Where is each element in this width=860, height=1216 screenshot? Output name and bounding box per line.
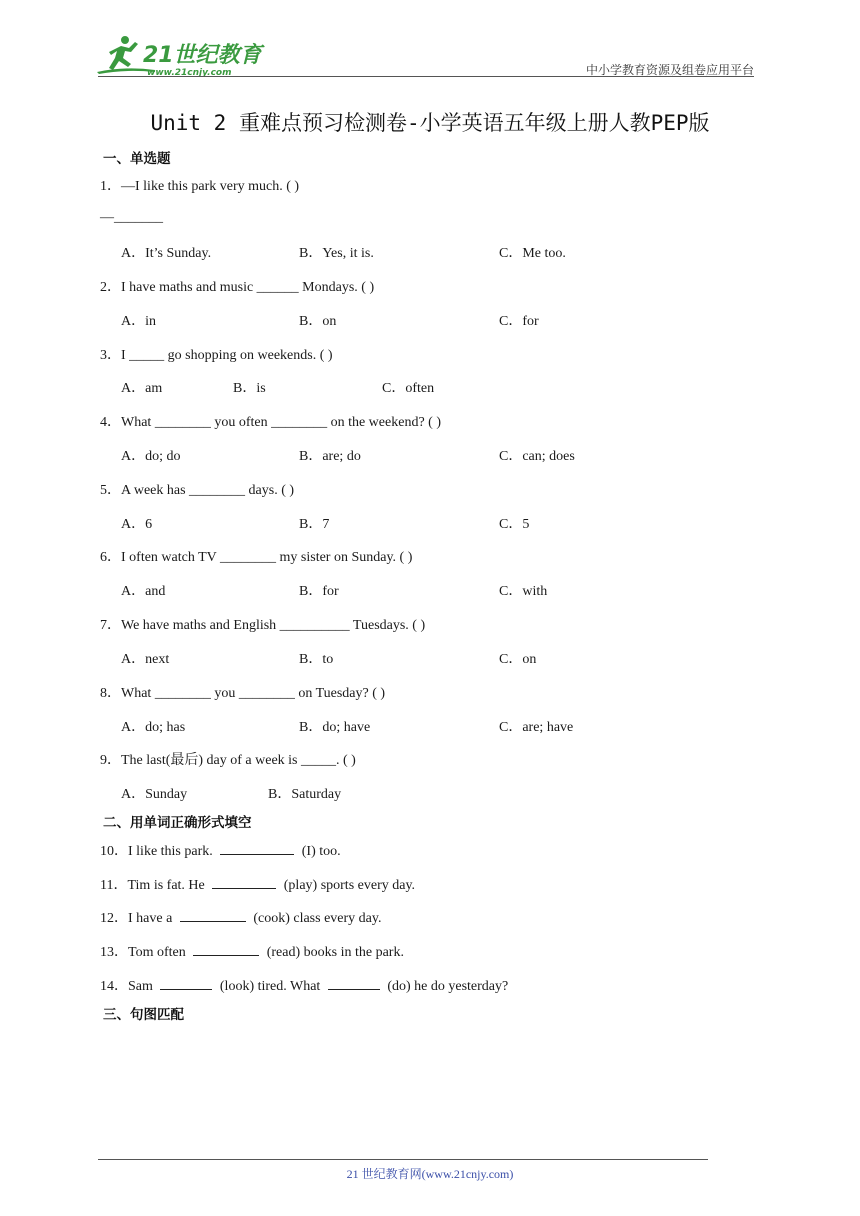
answer-blank[interactable] — [193, 943, 259, 956]
question-text-part: Sam — [128, 979, 157, 994]
question-1-answer-line: —_______ — [100, 210, 163, 225]
section-heading-2: 二、用单词正确形式填空 — [103, 815, 252, 831]
question-3 — [100, 344, 333, 364]
footer-divider — [98, 1159, 708, 1160]
option-7b[interactable]: B．to — [299, 652, 334, 667]
question-text-part: Tom often — [128, 945, 190, 960]
option-4a[interactable]: A．do; do — [121, 449, 181, 464]
question-text-part: (cook) class every day. — [249, 911, 382, 926]
question-number: 1． — [100, 179, 121, 194]
option-4c[interactable]: C．can; does — [499, 449, 575, 464]
question-number: 7． — [100, 618, 121, 633]
question-text-part: Tim is fat. He — [127, 878, 209, 893]
question-number: 5． — [100, 483, 121, 498]
question-13 — [100, 941, 404, 961]
option-6a[interactable]: A．and — [121, 584, 166, 599]
question-text-part: (do) he do yesterday? — [383, 979, 509, 994]
answer-blank[interactable] — [160, 977, 212, 990]
option-1a[interactable]: A．It’s Sunday. — [121, 246, 212, 261]
option-5b[interactable]: B．7 — [299, 517, 330, 532]
question-1 — [100, 175, 299, 195]
question-number: 4． — [100, 415, 121, 430]
question-4 — [100, 411, 441, 431]
question-text: A week has ________ days. ( ) — [121, 483, 295, 498]
question-text: —I like this park very much. ( ) — [121, 179, 300, 194]
question-number: 9． — [100, 753, 121, 768]
question-number: 6． — [100, 550, 121, 565]
question-text-part: I like this park. — [128, 844, 217, 859]
option-1c[interactable]: C．Me too. — [499, 246, 566, 261]
option-7c[interactable]: C．on — [499, 652, 537, 667]
question-number: 11． — [100, 878, 128, 893]
option-2c[interactable]: C．for — [499, 314, 539, 329]
question-text-part: (read) books in the park. — [263, 945, 404, 960]
option-4b[interactable]: B．are; do — [299, 449, 361, 464]
logo-url: www.21cnjy.com — [147, 68, 232, 78]
question-number: 14． — [100, 979, 128, 994]
option-8a[interactable]: A．do; has — [121, 720, 186, 735]
option-3a[interactable]: A．am — [121, 381, 163, 396]
question-text: I _____ go shopping on weekends. ( ) — [121, 348, 333, 363]
option-8b[interactable]: B．do; have — [299, 720, 371, 735]
option-3b[interactable]: B．is — [233, 381, 266, 396]
option-3c[interactable]: C．often — [382, 381, 435, 396]
question-12 — [100, 907, 381, 927]
question-number: 10． — [100, 844, 128, 859]
question-number: 12． — [100, 911, 128, 926]
question-11 — [100, 874, 415, 894]
question-14 — [100, 975, 508, 995]
logo-text: 21世纪教育 — [143, 43, 262, 68]
option-5a[interactable]: A．6 — [121, 517, 153, 532]
option-6c[interactable]: C．with — [499, 584, 548, 599]
question-text: What ________ you ________ on Tuesday? ( ) — [121, 686, 386, 701]
question-9 — [100, 749, 356, 769]
question-8 — [100, 682, 385, 702]
option-9a[interactable]: A．Sunday — [121, 787, 188, 802]
answer-blank[interactable] — [212, 876, 276, 889]
answer-blank[interactable] — [220, 842, 294, 855]
question-text-part: (I) too. — [298, 844, 341, 859]
option-9b[interactable]: B．Saturday — [268, 787, 342, 802]
question-number: 8． — [100, 686, 121, 701]
answer-blank[interactable] — [328, 977, 380, 990]
question-5 — [100, 479, 294, 499]
question-number: 3． — [100, 348, 121, 363]
answer-blank[interactable] — [180, 909, 246, 922]
header-divider — [98, 76, 754, 77]
header-platform-text: 中小学教育资源及组卷应用平台 — [585, 63, 754, 77]
question-text-part: I have a — [128, 911, 176, 926]
question-text: What ________ you often ________ on the weekend? ( ) — [121, 415, 441, 430]
option-2b[interactable]: B．on — [299, 314, 337, 329]
question-text-part: (play) sports every day. — [280, 878, 416, 893]
option-5c[interactable]: C．5 — [499, 517, 530, 532]
option-6b[interactable]: B．for — [299, 584, 339, 599]
question-7 — [100, 614, 425, 634]
question-number: 2． — [100, 280, 121, 295]
question-2 — [100, 276, 374, 296]
option-2a[interactable]: A．in — [121, 314, 156, 329]
option-7a[interactable]: A．next — [121, 652, 170, 667]
option-1b[interactable]: B．Yes, it is. — [299, 246, 374, 261]
question-10 — [100, 840, 341, 860]
site-logo — [95, 32, 265, 78]
question-text: We have maths and English __________ Tuesdays. ( ) — [121, 618, 426, 633]
question-6 — [100, 546, 412, 566]
section-heading-3: 三、句图匹配 — [103, 1007, 184, 1023]
question-text-part: (look) tired. What — [216, 979, 324, 994]
question-text: I often watch TV ________ my sister on Sunday. ( ) — [121, 550, 413, 565]
question-text: The last(最后) day of a week is _____. ( ) — [121, 753, 356, 768]
question-number: 13． — [100, 945, 128, 960]
section-heading-1: 一、单选题 — [103, 151, 171, 167]
footer-text[interactable]: 21 世纪教育网(www.21cnjy.com) — [346, 1167, 514, 1181]
question-text: I have maths and music ______ Mondays. ( ) — [121, 280, 375, 295]
option-8c[interactable]: C．are; have — [499, 720, 574, 735]
page-title: Unit 2 重难点预习检测卷-小学英语五年级上册人教PEP版 — [150, 111, 710, 135]
